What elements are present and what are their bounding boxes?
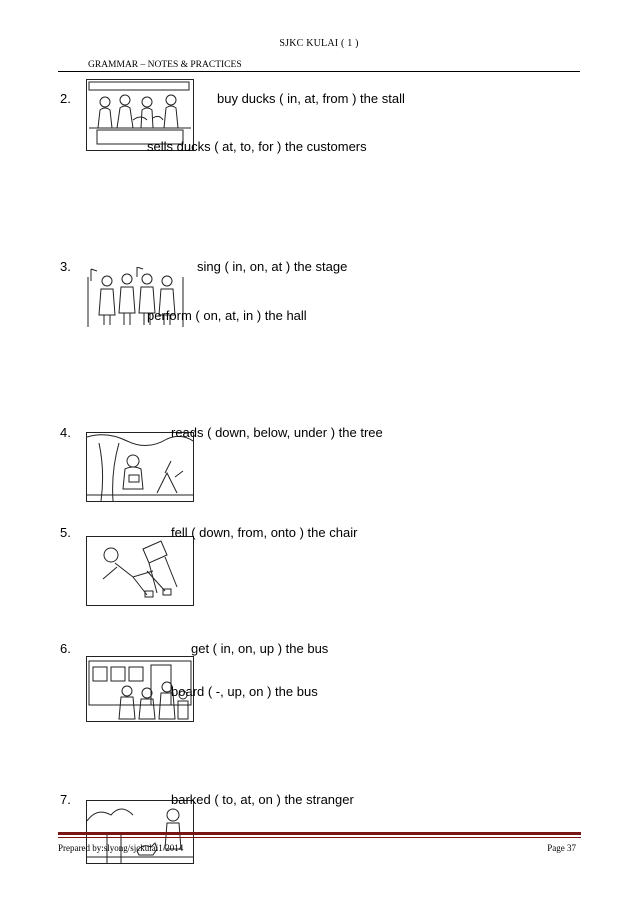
question-number: 3. bbox=[60, 259, 71, 274]
page-subtitle: GRAMMAR – NOTES & PRACTICES bbox=[88, 60, 242, 70]
header-divider bbox=[58, 71, 580, 72]
school-header: SJKC KULAI ( 1 ) bbox=[279, 38, 359, 49]
question-number: 6. bbox=[60, 641, 71, 656]
footer-page-number: Page 37 bbox=[547, 843, 576, 853]
footer-prepared-by: Prepared by:slyong/sjckulai1/2014 bbox=[58, 843, 184, 853]
footer-rule-thick bbox=[58, 832, 581, 835]
footer-rule-thin bbox=[58, 837, 581, 838]
man-falling-from-chair-picture bbox=[86, 536, 194, 606]
question-line: get ( in, on, up ) the bus bbox=[191, 641, 329, 656]
question-number: 2. bbox=[60, 91, 71, 106]
choir-singers-picture bbox=[86, 266, 194, 334]
question-number: 7. bbox=[60, 792, 71, 807]
question-line: sing ( in, on, at ) the stage bbox=[197, 259, 348, 274]
question-line: buy ducks ( in, at, from ) the stall bbox=[217, 91, 405, 106]
question-number: 5. bbox=[60, 525, 71, 540]
question-line: board ( -, up, on ) the bus bbox=[171, 684, 318, 699]
question-line: fell ( down, from, onto ) the chair bbox=[171, 525, 358, 540]
question-line: perform ( on, at, in ) the hall bbox=[147, 308, 307, 323]
girl-reading-under-tree-picture bbox=[86, 432, 194, 502]
question-line: barked ( to, at, on ) the stranger bbox=[171, 792, 354, 807]
question-line: sells ducks ( at, to, for ) the customers bbox=[147, 139, 367, 154]
question-number: 4. bbox=[60, 425, 71, 440]
question-line: reads ( down, below, under ) the tree bbox=[171, 425, 383, 440]
